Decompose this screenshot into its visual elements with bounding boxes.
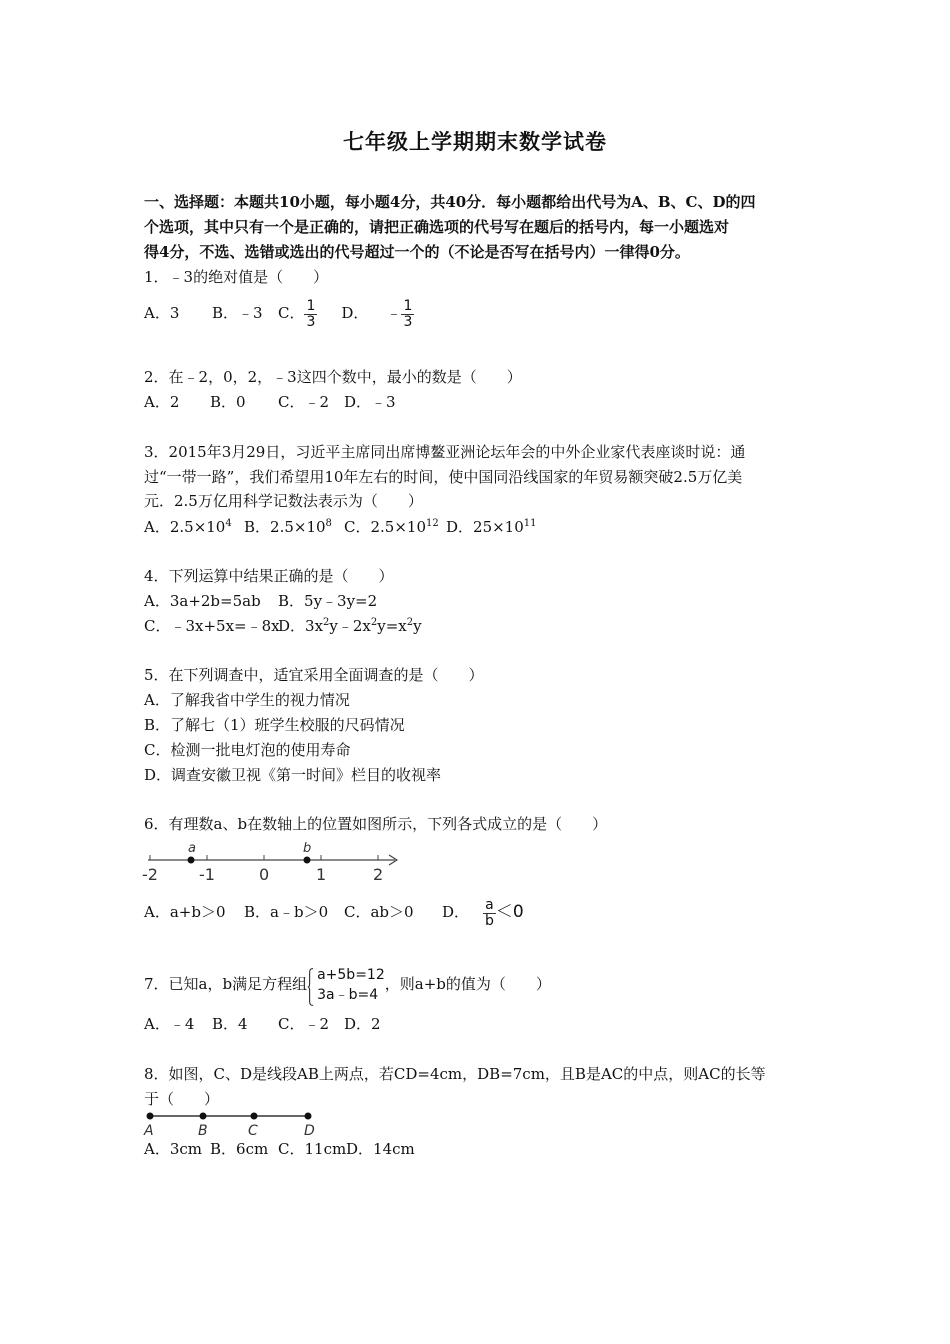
tick-label: 0: [259, 865, 270, 884]
equation-2: 3a﹣b=4: [317, 987, 379, 1003]
q2-option-d: D．﹣3: [344, 393, 396, 411]
q1-option-c: C． $\frac{1}{3}$: [278, 297, 316, 330]
tick-label: -1: [199, 865, 215, 884]
point-a-label: a: [188, 841, 196, 856]
tick-label: 1: [316, 865, 327, 884]
q5-option-a: A．了解我省中学生的视力情况: [144, 691, 350, 709]
q7-option-c: C．﹣2: [278, 1015, 330, 1033]
question-5-stem: 5．在下列调查中，适宜采用全面调查的是（ ）: [144, 666, 484, 684]
point-b-dot: [304, 857, 311, 864]
section-instruction-line-1: 一、选择题：本题共10小题，每小题4分，共40分．每小题都给出代号为A、B、C、D的四: [144, 193, 756, 211]
fraction-a-over-b: $\frac{a}{b}$: [485, 896, 494, 929]
point-b-dot: [200, 1113, 207, 1120]
section-instruction-line-2: 个选项，其中只有一个是正确的，请把正确选项的代号写在题后的括号内，每一小题选对: [144, 218, 730, 236]
point-b-label: B: [198, 1123, 208, 1138]
question-3-options: [144, 516, 537, 538]
q6-option-d: D． $\frac{a}{b}$ ＜0: [442, 896, 524, 929]
point-c-dot: [251, 1113, 258, 1120]
q5-option-c: C．检测一批电灯泡的使用寿命: [144, 741, 351, 759]
tick-label: -2: [142, 865, 158, 884]
fraction-one-third: $\frac{1}{3}$: [306, 297, 316, 330]
q2-option-a: A．2: [144, 393, 180, 411]
q6-option-b: B．a﹣b＞0: [244, 903, 329, 921]
question-8-line-1: 8．如图，C、D是线段AB上两点，若CD=4cm，DB=7cm，且B是AC的中点，则AC的长等: [144, 1065, 766, 1083]
q6-option-a: A．a+b＞0: [144, 903, 226, 921]
question-6-options: [144, 894, 524, 930]
question-3-line-2: 过“一带一路”，我们希望用10年左右的时间，使中国同沿线国家的年贸易额突破2.5万亿美: [144, 468, 743, 486]
point-a-dot: [188, 857, 195, 864]
q8-option-b: B．6cm: [210, 1140, 269, 1158]
q7-option-b: B．4: [212, 1015, 248, 1033]
line-segment-figure: [140, 1108, 330, 1138]
page-title: 七年级上学期期末数学试卷: [343, 129, 607, 154]
question-4-options-row-1: [144, 590, 377, 612]
question-3-line-3: 元．2.5万亿用科学记数法表示为（ ）: [144, 492, 423, 510]
q3-option-c: C．$2.5\times 10^{12}$: [344, 518, 439, 536]
q3-option-a: A．$2.5\times 10^4$: [144, 518, 232, 536]
q5-option-b: B．了解七（1）班学生校服的尺码情况: [144, 716, 405, 734]
tick-label: 2: [373, 865, 384, 884]
equation-1: a+5b=12: [317, 967, 385, 983]
q5-option-d: D．调查安徽卫视《第一时间》栏目的收视率: [144, 766, 442, 784]
q4-option-a: A．3a+2b=5ab: [144, 592, 261, 610]
section-instruction-line-3: 得4分，不选、选错或选出的代号超过一个的（不论是否写在括号内）一律得0分。: [144, 243, 690, 261]
point-a-label: A: [144, 1123, 154, 1138]
question-7-stem: 7．已知a，b满足方程组 a+5b=12 3a﹣b=4 ，则a+b的值为（ ）: [144, 960, 551, 1008]
question-2-options: [144, 391, 396, 413]
q2-option-c: C．﹣2: [278, 393, 330, 411]
q4-option-b: B．5y﹣3y=2: [278, 592, 378, 610]
q3-option-b: B．$2.5\times 10^8$: [244, 518, 332, 536]
q1-option-a: A．3: [144, 304, 180, 322]
q8-option-d: D．14cm: [346, 1140, 415, 1158]
question-3-line-1: 3．2015年3月29日，习近平主席同出席博鳌亚洲论坛年会的中外企业家代表座谈时说：通: [144, 443, 746, 461]
question-4-stem: 4．下列运算中结果正确的是（ ）: [144, 567, 394, 585]
equation-system: [307, 965, 385, 1005]
q8-option-a: A．3cm: [144, 1140, 203, 1158]
q2-option-b: B．0: [210, 393, 246, 411]
q1-option-b: B．﹣3: [212, 304, 263, 322]
question-6-stem: 6．有理数a、b在数轴上的位置如图所示，下列各式成立的是（ ）: [144, 815, 608, 833]
question-7-options: [144, 1013, 381, 1035]
point-d-dot: [305, 1113, 312, 1120]
point-a-dot: [147, 1113, 154, 1120]
q7-option-d: D．2: [344, 1015, 381, 1033]
fraction-one-third-negative: $\frac{1}{3}$: [403, 297, 413, 330]
left-brace-icon: [307, 965, 314, 1009]
q6-option-c: C．ab＞0: [344, 903, 414, 921]
question-1-options: [144, 295, 414, 331]
q4-option-c: C．﹣3x+5x=﹣8x: [144, 617, 280, 635]
question-8-line-2: 于（ ）: [144, 1090, 220, 1108]
q1-option-d: D． ﹣ $\frac{1}{3}$: [341, 297, 413, 330]
question-4-options-row-2: [144, 615, 422, 637]
point-b-label: b: [303, 841, 312, 856]
q8-option-c: C．11cm: [278, 1140, 347, 1158]
point-d-label: D: [304, 1123, 315, 1138]
q3-option-d: D．$25\times 10^{11}$: [446, 518, 537, 536]
q4-option-d: D．$3x^2y﹣2x^2y=x^2y$: [278, 617, 422, 635]
question-2-stem: 2．在﹣2，0，2，﹣3这四个数中，最小的数是（ ）: [144, 368, 522, 386]
point-c-label: C: [248, 1123, 258, 1138]
question-8-options: [144, 1138, 415, 1160]
q7-option-a: A．﹣4: [144, 1015, 195, 1033]
question-1-stem: 1．﹣3的绝对值是（ ）: [144, 268, 329, 286]
number-line-figure: [140, 838, 405, 886]
